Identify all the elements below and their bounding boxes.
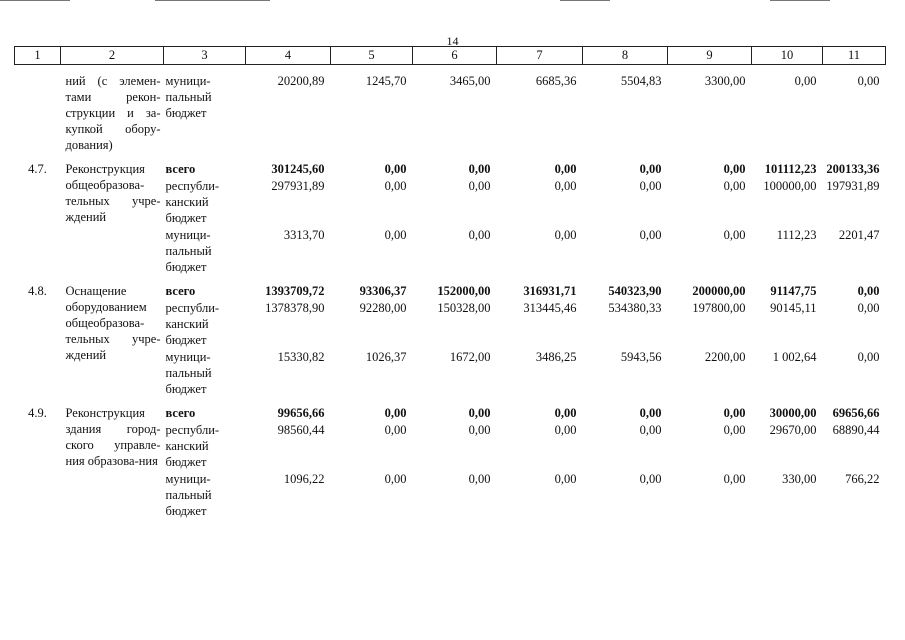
value-cell: 2201,47 xyxy=(838,228,880,242)
value-cell: 0,00 xyxy=(554,179,577,193)
budget-table xyxy=(14,46,886,519)
value-cell: 0,00 xyxy=(723,162,746,176)
table-row xyxy=(15,275,886,299)
value-cell: 3465,00 xyxy=(449,74,491,88)
value-cell: 0,00 xyxy=(554,228,577,242)
funding-source: республи-канский бюджет xyxy=(165,301,220,347)
value-cell: 6685,36 xyxy=(535,74,577,88)
value-cell: 0,00 xyxy=(384,423,407,437)
value-cell: 3486,25 xyxy=(535,350,577,364)
value-cell: 15330,82 xyxy=(277,350,325,364)
funding-source: муници-пальный бюджет xyxy=(165,350,212,396)
table-row xyxy=(15,153,886,177)
value-cell: 197800,00 xyxy=(692,301,746,315)
value-cell: 0,00 xyxy=(384,179,407,193)
column-header: 1 xyxy=(15,47,61,65)
column-header: 8 xyxy=(583,47,668,65)
value-cell: 197931,89 xyxy=(826,179,880,193)
item-code: 4.7. xyxy=(28,162,47,176)
value-cell: 99656,66 xyxy=(277,406,325,420)
value-cell: 0,00 xyxy=(554,423,577,437)
value-cell: 1112,23 xyxy=(776,228,817,242)
value-cell: 0,00 xyxy=(723,228,746,242)
value-cell: 0,00 xyxy=(723,179,746,193)
value-cell: 0,00 xyxy=(723,406,746,420)
value-cell: 534380,33 xyxy=(608,301,662,315)
column-header: 5 xyxy=(331,47,413,65)
value-cell: 1672,00 xyxy=(449,350,491,364)
value-cell: 29670,00 xyxy=(769,423,817,437)
table-row xyxy=(15,65,886,154)
value-cell: 5504,83 xyxy=(620,74,662,88)
value-cell: 69656,66 xyxy=(832,406,880,420)
value-cell: 0,00 xyxy=(639,179,662,193)
value-cell: 98560,44 xyxy=(277,423,325,437)
value-cell: 0,00 xyxy=(639,406,662,420)
value-cell: 316931,71 xyxy=(523,284,577,298)
value-cell: 0,00 xyxy=(384,162,407,176)
funding-source: всего xyxy=(165,406,196,420)
column-header: 6 xyxy=(413,47,497,65)
value-cell: 92280,00 xyxy=(359,301,407,315)
funding-source: всего xyxy=(165,284,196,298)
funding-source: республи-канский бюджет xyxy=(165,179,220,225)
value-cell: 0,00 xyxy=(554,406,577,420)
scan-edge-line xyxy=(560,0,610,1)
value-cell: 0,00 xyxy=(384,472,407,486)
table-body xyxy=(15,65,886,520)
value-cell: 91147,75 xyxy=(770,284,817,298)
value-cell: 0,00 xyxy=(857,350,880,364)
item-description: Оснащение оборудованием общеобразова-тельных учре-ждений xyxy=(65,284,161,362)
column-header: 2 xyxy=(61,47,164,65)
value-cell: 1 002,64 xyxy=(772,350,817,364)
value-cell: 0,00 xyxy=(468,228,491,242)
value-cell: 0,00 xyxy=(468,423,491,437)
value-cell: 200000,00 xyxy=(692,284,746,298)
value-cell: 0,00 xyxy=(468,406,491,420)
value-cell: 93306,37 xyxy=(359,284,407,298)
item-code: 4.9. xyxy=(28,406,47,420)
column-header: 3 xyxy=(164,47,246,65)
value-cell: 30000,00 xyxy=(769,406,817,420)
value-cell: 0,00 xyxy=(857,284,880,298)
item-description: ний (с элемен-тами рекон-струкции и за-купкой обору-дования) xyxy=(65,74,161,152)
value-cell: 0,00 xyxy=(723,472,746,486)
value-cell: 90145,11 xyxy=(770,301,817,315)
value-cell: 0,00 xyxy=(384,406,407,420)
column-header: 10 xyxy=(752,47,823,65)
value-cell: 313445,46 xyxy=(523,301,577,315)
value-cell: 0,00 xyxy=(468,179,491,193)
scan-edge-line xyxy=(0,0,70,1)
column-number-row xyxy=(15,47,886,65)
value-cell: 0,00 xyxy=(468,472,491,486)
value-cell: 0,00 xyxy=(794,74,817,88)
value-cell: 301245,60 xyxy=(271,162,325,176)
item-code xyxy=(15,65,61,154)
value-cell: 2200,00 xyxy=(704,350,746,364)
value-cell: 0,00 xyxy=(554,472,577,486)
value-cell: 1393709,72 xyxy=(265,284,325,298)
funding-source: муници-пальный бюджет xyxy=(165,74,212,120)
item-code: 4.8. xyxy=(28,284,47,298)
value-cell: 0,00 xyxy=(857,74,880,88)
value-cell: 1096,22 xyxy=(283,472,325,486)
value-cell: 68890,44 xyxy=(832,423,880,437)
item-description: Реконструкция общеобразова-тельных учре-ждений xyxy=(65,162,161,224)
value-cell: 0,00 xyxy=(639,228,662,242)
funding-source: республи-канский бюджет xyxy=(165,423,220,469)
value-cell: 152000,00 xyxy=(437,284,491,298)
value-cell: 150328,00 xyxy=(437,301,491,315)
value-cell: 100000,00 xyxy=(763,179,817,193)
value-cell: 200133,36 xyxy=(826,162,880,176)
value-cell: 0,00 xyxy=(384,228,407,242)
value-cell: 0,00 xyxy=(857,301,880,315)
scan-edge-line xyxy=(155,0,270,1)
value-cell: 1245,70 xyxy=(365,74,407,88)
table-row xyxy=(15,397,886,421)
value-cell: 0,00 xyxy=(639,472,662,486)
value-cell: 1378378,90 xyxy=(265,301,325,315)
value-cell: 3313,70 xyxy=(283,228,325,242)
page-number: 14 xyxy=(446,34,459,48)
value-cell: 3300,00 xyxy=(704,74,746,88)
column-header: 7 xyxy=(497,47,583,65)
column-header: 4 xyxy=(246,47,331,65)
value-cell: 330,00 xyxy=(782,472,817,486)
funding-source: муници-пальный бюджет xyxy=(165,472,212,518)
value-cell: 20200,89 xyxy=(277,74,325,88)
value-cell: 0,00 xyxy=(639,423,662,437)
value-cell: 0,00 xyxy=(554,162,577,176)
value-cell: 5943,56 xyxy=(620,350,662,364)
value-cell: 0,00 xyxy=(468,162,491,176)
value-cell: 0,00 xyxy=(723,423,746,437)
item-description: Реконструкция здания город-ского управле-ния образова-ния xyxy=(65,406,161,468)
scan-edge-line xyxy=(770,0,830,1)
column-header: 9 xyxy=(668,47,752,65)
value-cell: 297931,89 xyxy=(271,179,325,193)
value-cell: 0,00 xyxy=(639,162,662,176)
funding-source: всего xyxy=(165,162,196,176)
value-cell: 1026,37 xyxy=(365,350,407,364)
value-cell: 101112,23 xyxy=(764,162,817,176)
value-cell: 766,22 xyxy=(845,472,880,486)
funding-source: муници-пальный бюджет xyxy=(165,228,212,274)
column-header: 11 xyxy=(823,47,886,65)
value-cell: 540323,90 xyxy=(608,284,662,298)
